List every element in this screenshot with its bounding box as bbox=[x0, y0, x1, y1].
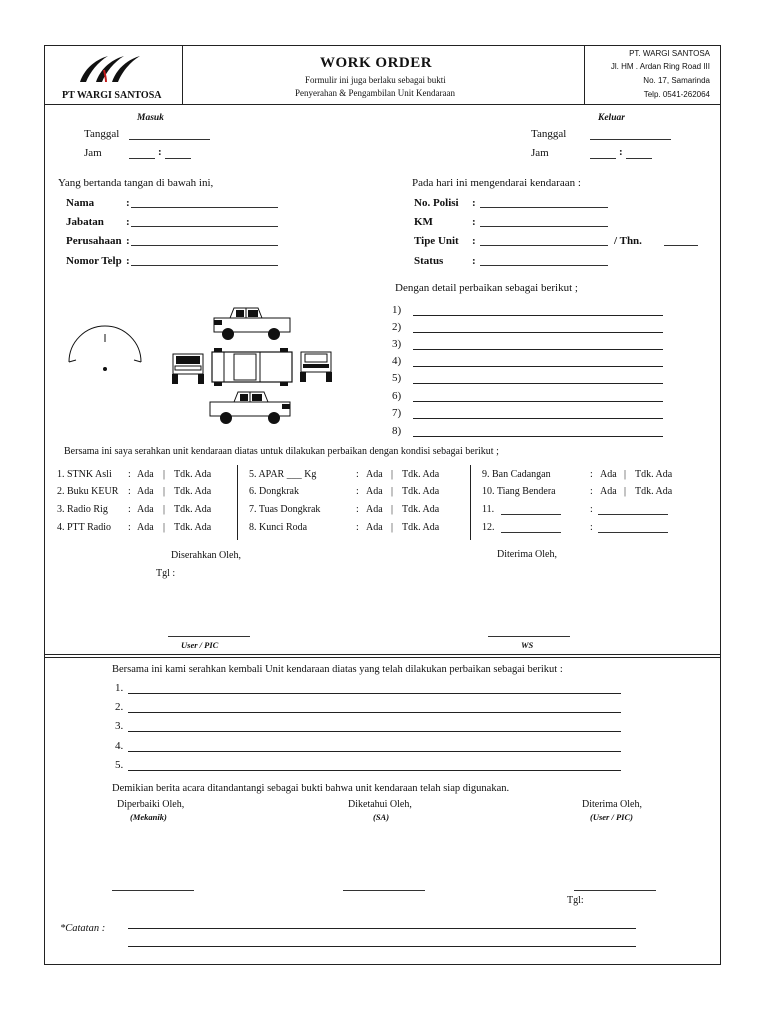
repair-line-2[interactable] bbox=[413, 332, 663, 333]
repair-number-3: 3) bbox=[392, 338, 402, 350]
signer-telp-label: Nomor Telp bbox=[66, 255, 122, 267]
mekanik-label: (Mekanik) bbox=[130, 812, 167, 822]
address-line-1: PT. WARGI SANTOSA bbox=[629, 49, 710, 58]
condition-item-4: 4. PTT Radio bbox=[57, 522, 111, 533]
condition-item-7-colon: : bbox=[356, 504, 359, 515]
car-top-view-icon bbox=[210, 348, 294, 386]
condition-item-5-tdk[interactable]: Tdk. Ada bbox=[402, 469, 440, 480]
signer-telp-field[interactable] bbox=[131, 265, 278, 266]
condition-item-12-field[interactable] bbox=[501, 532, 561, 533]
condition-item-6: 6. Dongkrak bbox=[249, 486, 299, 497]
header-divider-left bbox=[182, 45, 183, 104]
condition-item-6-ada[interactable]: Ada bbox=[366, 486, 383, 497]
condition-item-3-colon: : bbox=[128, 504, 131, 515]
vehicle-status-label: Status bbox=[414, 255, 444, 267]
signer-nama-label: Nama bbox=[66, 197, 95, 209]
car-left-side-icon bbox=[212, 306, 292, 342]
user-pic-signature-line[interactable] bbox=[168, 636, 250, 637]
vehicle-tipe-colon: : bbox=[472, 235, 476, 247]
user-pic-label: User / PIC bbox=[181, 640, 219, 650]
return-line-3[interactable] bbox=[128, 731, 621, 732]
condition-item-1-tdk[interactable]: Tdk. Ada bbox=[174, 469, 212, 480]
user-pic-return-signature-line[interactable] bbox=[574, 890, 656, 891]
vehicle-km-field[interactable] bbox=[480, 226, 608, 227]
condition-item-9-tdk[interactable]: Tdk. Ada bbox=[635, 469, 673, 480]
return-number-5: 5. bbox=[115, 759, 124, 771]
sa-signature-line[interactable] bbox=[343, 890, 425, 891]
condition-item-2: 2. Buku KEUR bbox=[57, 486, 119, 497]
signer-jabatan-field[interactable] bbox=[131, 226, 278, 227]
vehicle-thn-label: / Thn. bbox=[614, 235, 642, 247]
keluar-tanggal-label: Tanggal bbox=[531, 128, 567, 140]
address-line-4: Telp. 0541-262064 bbox=[643, 90, 710, 99]
car-front-view-icon bbox=[170, 350, 206, 386]
return-line-1[interactable] bbox=[128, 693, 621, 694]
return-number-3: 3. bbox=[115, 720, 124, 732]
condition-item-8-ada[interactable]: Ada bbox=[366, 522, 383, 533]
condition-item-10: 10. Tiang Bendera bbox=[482, 486, 556, 497]
form-title: WORK ORDER bbox=[320, 55, 433, 71]
signer-telp-colon: : bbox=[126, 255, 130, 267]
repair-line-7[interactable] bbox=[413, 418, 663, 419]
return-number-2: 2. bbox=[115, 701, 124, 713]
signer-perusahaan-colon: : bbox=[126, 235, 130, 247]
address-line-3: No. 17, Samarinda bbox=[643, 76, 710, 85]
fuel-gauge-icon bbox=[66, 334, 144, 376]
condition-item-8: 8. Kunci Roda bbox=[249, 522, 308, 533]
masuk-jam-hour-field[interactable] bbox=[129, 158, 155, 159]
condition-item-5-sep: | bbox=[391, 469, 394, 480]
keluar-jam-minute-field[interactable] bbox=[626, 158, 652, 159]
condition-item-1: 1. STNK Asli bbox=[57, 469, 112, 480]
repair-number-4: 4) bbox=[392, 355, 402, 367]
masuk-tanggal-label: Tanggal bbox=[84, 128, 120, 140]
diketahui-label: Diketahui Oleh, bbox=[348, 799, 412, 810]
vehicle-tipe-label: Tipe Unit bbox=[414, 235, 459, 247]
masuk-jam-colon: : bbox=[158, 146, 162, 158]
return-statement: Demikian berita acara ditandantangi sebagai bukti bahwa unit kendaraan telah siap digunakan. bbox=[112, 783, 510, 794]
car-right-side-icon bbox=[208, 390, 292, 426]
condition-item-7-sep: | bbox=[391, 504, 394, 515]
repair-number-2: 2) bbox=[392, 321, 402, 333]
header-divider-right bbox=[584, 45, 585, 104]
keluar-jam-hour-field[interactable] bbox=[590, 158, 616, 159]
condition-item-11-status-field[interactable] bbox=[598, 514, 668, 515]
condition-item-12: 12. bbox=[482, 522, 495, 533]
diperbaiki-label: Diperbaiki Oleh, bbox=[117, 799, 185, 810]
return-line-5[interactable] bbox=[128, 770, 621, 771]
signer-perusahaan-label: Perusahaan bbox=[66, 235, 122, 247]
condition-item-6-colon: : bbox=[356, 486, 359, 497]
repair-number-6: 6) bbox=[392, 390, 402, 402]
return-line-4[interactable] bbox=[128, 751, 621, 752]
condition-item-10-sep: | bbox=[624, 486, 627, 497]
vehicle-status-field[interactable] bbox=[480, 265, 608, 266]
diterima-label: Diterima Oleh, bbox=[497, 549, 557, 560]
vehicle-km-colon: : bbox=[472, 216, 476, 228]
repair-line-4[interactable] bbox=[413, 366, 663, 367]
section-divider-top bbox=[44, 654, 721, 655]
repair-line-3[interactable] bbox=[413, 349, 663, 350]
condition-item-12-status-field[interactable] bbox=[598, 532, 668, 533]
condition-item-3: 3. Radio Rig bbox=[57, 504, 108, 515]
keluar-jam-colon: : bbox=[619, 146, 623, 158]
company-logo bbox=[74, 52, 146, 88]
condition-item-3-tdk[interactable]: Tdk. Ada bbox=[174, 504, 212, 515]
condition-item-8-sep: | bbox=[391, 522, 394, 533]
sa-label: (SA) bbox=[373, 812, 390, 822]
signer-nama-colon: : bbox=[126, 197, 130, 209]
diterima-return-label: Diterima Oleh, bbox=[582, 799, 642, 810]
return-number-1: 1. bbox=[115, 682, 124, 694]
vehicle-status-colon: : bbox=[472, 255, 476, 267]
diserahkan-label: Diserahkan Oleh, bbox=[171, 550, 241, 561]
vehicle-tipe-field[interactable] bbox=[480, 245, 608, 246]
repair-line-1[interactable] bbox=[413, 315, 663, 316]
signer-jabatan-colon: : bbox=[126, 216, 130, 228]
repair-number-5: 5) bbox=[392, 372, 402, 384]
condition-item-7: 7. Tuas Dongkrak bbox=[249, 504, 321, 515]
condition-item-5: 5. APAR ___ Kg bbox=[249, 469, 317, 480]
catatan-label: *Catatan : bbox=[60, 923, 106, 934]
vehicle-nopol-field[interactable] bbox=[480, 207, 608, 208]
condition-item-10-tdk[interactable]: Tdk. Ada bbox=[635, 486, 673, 497]
repair-line-8[interactable] bbox=[413, 436, 663, 437]
keluar-heading: Keluar bbox=[598, 113, 625, 123]
repair-intro: Dengan detail perbaikan sebagai berikut ; bbox=[395, 282, 578, 294]
condition-item-2-colon: : bbox=[128, 486, 131, 497]
return-number-4: 4. bbox=[115, 740, 124, 752]
condition-item-5-colon: : bbox=[356, 469, 359, 480]
repair-number-8: 8) bbox=[392, 425, 402, 437]
condition-item-1-sep: | bbox=[163, 469, 166, 480]
signer-intro: Yang bertanda tangan di bawah ini, bbox=[58, 177, 214, 189]
condition-item-3-sep: | bbox=[163, 504, 166, 515]
condition-item-9-ada[interactable]: Ada bbox=[600, 469, 617, 480]
masuk-tanggal-field[interactable] bbox=[129, 139, 210, 140]
condition-item-3-ada[interactable]: Ada bbox=[137, 504, 154, 515]
condition-item-8-colon: : bbox=[356, 522, 359, 533]
masuk-jam-minute-field[interactable] bbox=[165, 158, 191, 159]
return-intro: Bersama ini kami serahkan kembali Unit kendaraan diatas yang telah dilakukan perbaikan sebagai berikut : bbox=[112, 664, 563, 675]
condition-item-10-colon: : bbox=[590, 486, 593, 497]
signer-perusahaan-field[interactable] bbox=[131, 245, 278, 246]
diserahkan-tgl-label: Tgl : bbox=[156, 568, 176, 579]
condition-item-9: 9. Ban Cadangan bbox=[482, 469, 551, 480]
conditions-divider-2 bbox=[470, 465, 471, 540]
ws-signature-line[interactable] bbox=[488, 636, 570, 637]
vehicle-thn-field[interactable] bbox=[664, 245, 698, 246]
condition-item-2-sep: | bbox=[163, 486, 166, 497]
condition-item-2-tdk[interactable]: Tdk. Ada bbox=[174, 486, 212, 497]
condition-item-1-ada[interactable]: Ada bbox=[137, 469, 154, 480]
return-line-2[interactable] bbox=[128, 712, 621, 713]
repair-line-5[interactable] bbox=[413, 383, 663, 384]
condition-item-7-tdk[interactable]: Tdk. Ada bbox=[402, 504, 440, 515]
mekanik-signature-line[interactable] bbox=[112, 890, 194, 891]
return-tgl-label: Tgl: bbox=[567, 895, 584, 906]
repair-line-6[interactable] bbox=[413, 401, 663, 402]
form-subtitle-2: Penyerahan & Pengambilan Unit Kendaraan bbox=[295, 88, 455, 98]
address-line-2: Jl. HM . Ardan Ring Road III bbox=[610, 62, 710, 71]
section-divider-bottom bbox=[44, 657, 721, 658]
vehicle-km-label: KM bbox=[414, 216, 433, 228]
vehicle-nopol-colon: : bbox=[472, 197, 476, 209]
condition-item-2-ada[interactable]: Ada bbox=[137, 486, 154, 497]
conditions-divider-1 bbox=[237, 465, 238, 540]
vehicle-intro: Pada hari ini mengendarai kendaraan : bbox=[412, 177, 581, 189]
condition-item-11-field[interactable] bbox=[501, 514, 561, 515]
keluar-jam-label: Jam bbox=[531, 147, 549, 159]
condition-item-7-ada[interactable]: Ada bbox=[366, 504, 383, 515]
condition-item-4-sep: | bbox=[163, 522, 166, 533]
conditions-intro: Bersama ini saya serahkan unit kendaraan diatas untuk dilakukan perbaikan dengan kondisi sebagai berikut ; bbox=[64, 446, 499, 457]
condition-item-9-sep: | bbox=[624, 469, 627, 480]
catatan-line-2[interactable] bbox=[128, 946, 636, 947]
signer-nama-field[interactable] bbox=[131, 207, 278, 208]
condition-item-11-colon: : bbox=[590, 504, 593, 515]
car-rear-view-icon bbox=[298, 348, 334, 386]
condition-item-8-tdk[interactable]: Tdk. Ada bbox=[402, 522, 440, 533]
repair-number-1: 1) bbox=[392, 304, 402, 316]
company-name: PT WARGI SANTOSA bbox=[62, 90, 162, 101]
condition-item-11: 11. bbox=[482, 504, 495, 515]
condition-item-6-tdk[interactable]: Tdk. Ada bbox=[402, 486, 440, 497]
condition-item-4-tdk[interactable]: Tdk. Ada bbox=[174, 522, 212, 533]
masuk-heading: Masuk bbox=[137, 113, 164, 123]
condition-item-6-sep: | bbox=[391, 486, 394, 497]
condition-item-4-ada[interactable]: Ada bbox=[137, 522, 154, 533]
header-bottom-rule bbox=[44, 104, 721, 105]
condition-item-12-colon: : bbox=[590, 522, 593, 533]
vehicle-nopol-label: No. Polisi bbox=[414, 197, 459, 209]
condition-item-5-ada[interactable]: Ada bbox=[366, 469, 383, 480]
catatan-line-1[interactable] bbox=[128, 928, 636, 929]
ws-label: WS bbox=[521, 640, 534, 650]
condition-item-4-colon: : bbox=[128, 522, 131, 533]
keluar-tanggal-field[interactable] bbox=[590, 139, 671, 140]
signer-jabatan-label: Jabatan bbox=[66, 216, 104, 228]
condition-item-10-ada[interactable]: Ada bbox=[600, 486, 617, 497]
condition-item-9-colon: : bbox=[590, 469, 593, 480]
form-subtitle-1: Formulir ini juga berlaku sebagai bukti bbox=[305, 75, 446, 85]
user-pic-return-label: (User / PIC) bbox=[590, 812, 633, 822]
masuk-jam-label: Jam bbox=[84, 147, 102, 159]
repair-number-7: 7) bbox=[392, 407, 402, 419]
condition-item-1-colon: : bbox=[128, 469, 131, 480]
